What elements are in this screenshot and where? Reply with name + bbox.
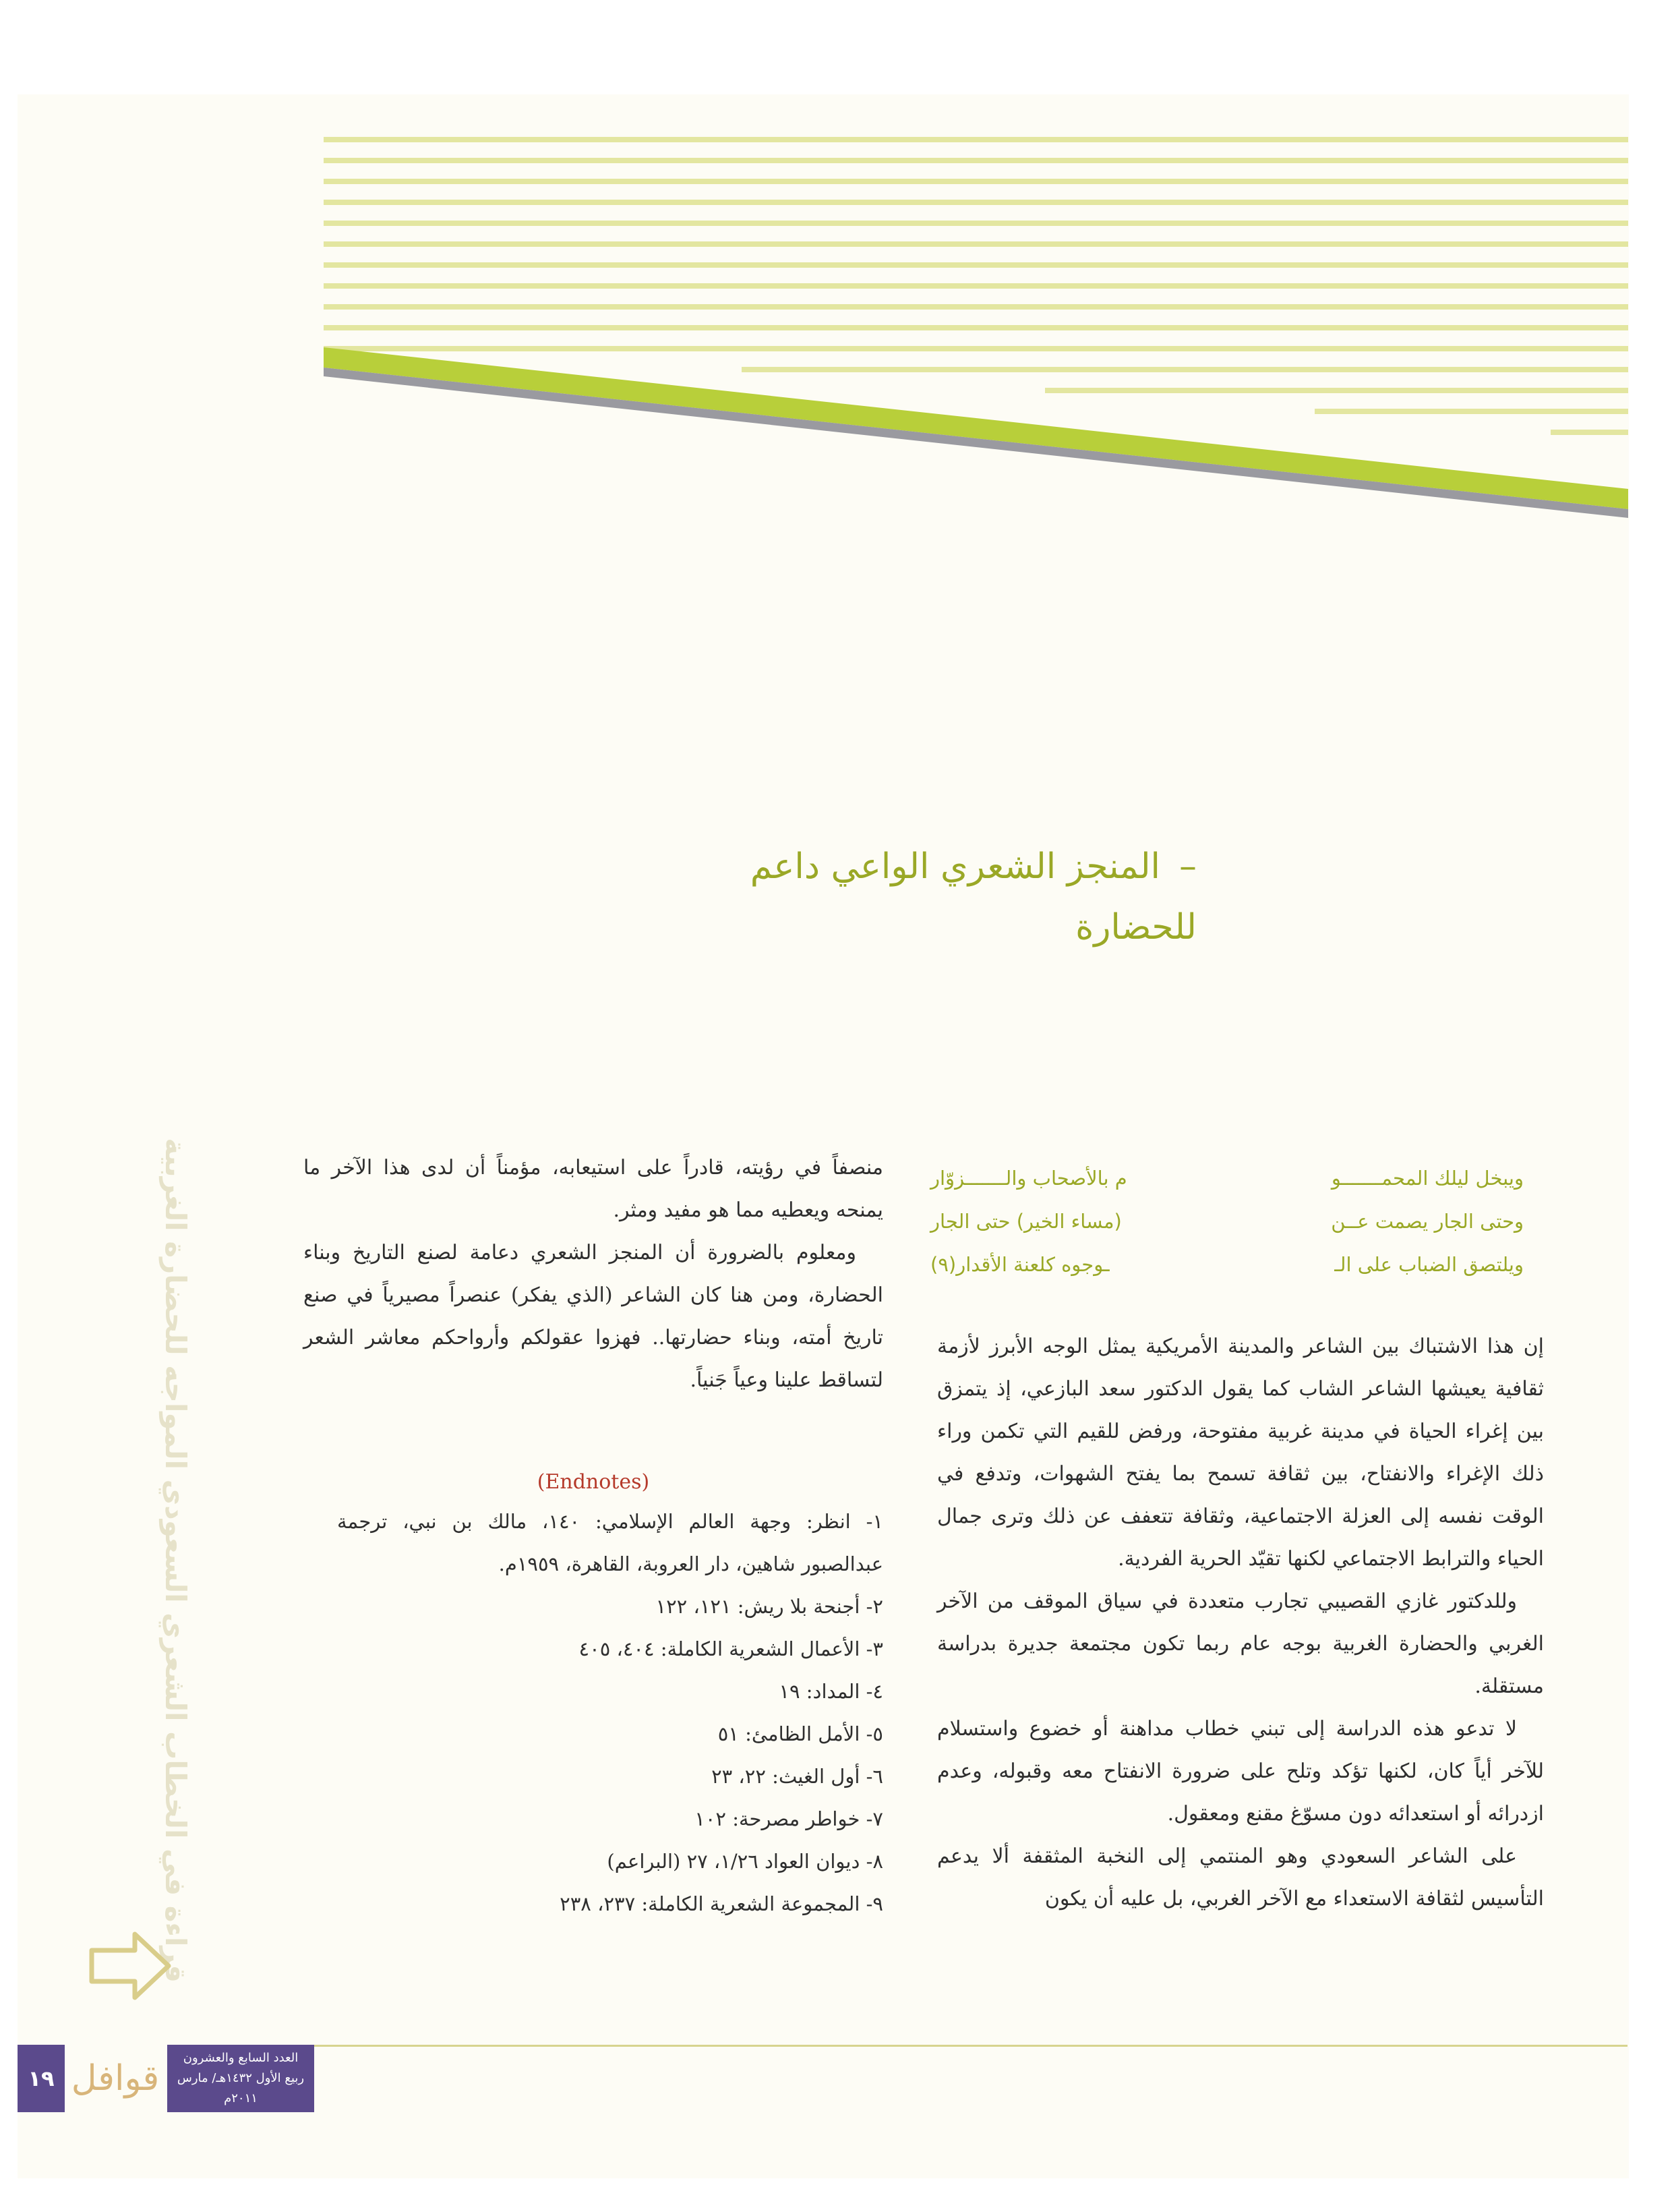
- paragraph: لا تدعو هذه الدراسة إلى تبني خطاب مداهنة أو خضوع واستسلام للآخر أياً كان، لكنها تؤكد وتلح على ضرورة الانفتاح معه وقبوله، وعدم ازدرائه أو استعدائه دون مسوّغ مقنع ومعقول.: [937, 1717, 1544, 1826]
- paragraph: إن هذا الاشتباك بين الشاعر والمدينة الأمريكية يمثل الوجه الأبرز لأزمة ثقافية يعيشها الشاعر الشاب كما يقول الدكتور سعد البازعي، إذ يتمزق بين إغراء الحياة في مدينة غربية مفتوحة، ورفض للقيم التي تكمن وراء ذلك الإغراء والانفتاح، بين ثقافة تسمح بما يفتح الشهوات، وتدفع في الوقت نفسه إلى العزلة الاجتماعية، وثقافة تتعفف عن ذلك وترى جمال الحياء والترابط الاجتماعي لكنها تقيّد الحرية الفردية.: [937, 1335, 1544, 1571]
- arrow-right-icon[interactable]: [86, 1929, 174, 2003]
- poem-line: [930, 1243, 1524, 1286]
- endnote-item: ٢- أجنحة بلا ريش: ١٢١، ١٢٢: [655, 1595, 883, 1618]
- endnote-item: ٣- الأعمال الشعرية الكاملة: ٤٠٤، ٤٠٥: [578, 1637, 883, 1660]
- poem-hemistich: وحتى الجار يصمت عــن: [1331, 1210, 1524, 1233]
- paragraph: منصفاً في رؤيته، قادراً على استيعابه، مؤمناً أن لدى هذا الآخر ما يمنحه ويعطيه مما هو مفيد ومثر.: [303, 1156, 883, 1222]
- endnote-item: ٩- المجموعة الشعرية الكاملة: ٢٣٧، ٢٣٨: [560, 1892, 883, 1915]
- poem-hemistich: ـوجوه كلعنة الأقدار(٩): [930, 1253, 1110, 1276]
- running-side-title: قراءة في الخطاب الشعري السعودي المواجه للحضارة الغربية: [159, 1138, 192, 1983]
- endnote-item: ٤- المداد: ١٩: [779, 1680, 883, 1703]
- issue-date: ربيع الأول ١٤٣٢هـ/ مارس ٢٠١١م: [177, 2071, 305, 2105]
- poem-hemistich: ويبخل ليلك المحمـــــــو: [1331, 1167, 1524, 1190]
- endnote-item: ٦- أول الغيث: ٢٢، ٢٣: [711, 1765, 883, 1788]
- poem-hemistich: م بالأصحاب والـــــــزوّار: [930, 1167, 1127, 1190]
- right-text-column: [937, 1325, 1544, 1920]
- poem-block: [930, 1157, 1524, 1286]
- endnote-item: ٨- ديوان العواد ١/٢٦، ٢٧ (البراعم): [607, 1850, 883, 1873]
- page-number: ١٩: [18, 2045, 65, 2112]
- footer-divider: [167, 2045, 1628, 2047]
- endnote-item: ٧- خواطر مصرحة: ١٠٢: [694, 1807, 883, 1830]
- magazine-logo: قوافل: [65, 2045, 166, 2112]
- heading-dash: –: [1179, 846, 1197, 887]
- heading-line-1: المنجز الشعري الواعي داعم: [750, 846, 1160, 887]
- poem-line: [930, 1200, 1524, 1243]
- poem-hemistich: ويلتصق الضباب على الـ: [1334, 1253, 1524, 1276]
- endnote-item: ١- انظر: وجهة العالم الإسلامي: ١٤٠، مالك بن نبي، ترجمة عبدالصبور شاهين، دار العروبة، القاهرة، ١٩٥٩م.: [337, 1510, 883, 1575]
- endnotes-list: [337, 1501, 883, 1925]
- paragraph: ومعلوم بالضرورة أن المنجز الشعري دعامة لصنع التاريخ وبناء الحضارة، ومن هنا كان الشاعر (الذي يفكر) عنصراً مصيرياً في صنع تاريخ أمته، وبناء حضارتها.. فهزوا عقولكم وأرواحكم معاشر الشعر لتساقط علينا وعياً جَنياً.: [303, 1241, 883, 1392]
- paragraph: على الشاعر السعودي وهو المنتمي إلى النخبة المثقفة ألا يدعم التأسيس لثقافة الاستعداء مع الآخر الغربي، بل عليه أن يكون: [937, 1844, 1544, 1911]
- left-text-column: [303, 1146, 883, 1401]
- endnotes-title: (Endnotes): [537, 1470, 650, 1494]
- section-heading: [590, 836, 1197, 958]
- paragraph: وللدكتور غازي القصيبي تجارب متعددة في سياق الموقف من الآخر الغربي والحضارة الغربية بوجه عام ربما تكون مجتمعة جديرة بدراسة مستقلة.: [937, 1590, 1544, 1698]
- poem-hemistich: (مساء الخير) حتى الجار: [930, 1210, 1122, 1233]
- header-stripes: [0, 0, 1672, 540]
- heading-line-2: للحضارة: [1075, 907, 1197, 948]
- issue-info: [167, 2045, 314, 2112]
- endnote-item: ٥- الأمل الظامئ: ٥١: [717, 1722, 883, 1745]
- poem-line: [930, 1157, 1524, 1200]
- issue-number: العدد السابع والعشرون: [183, 2051, 299, 2065]
